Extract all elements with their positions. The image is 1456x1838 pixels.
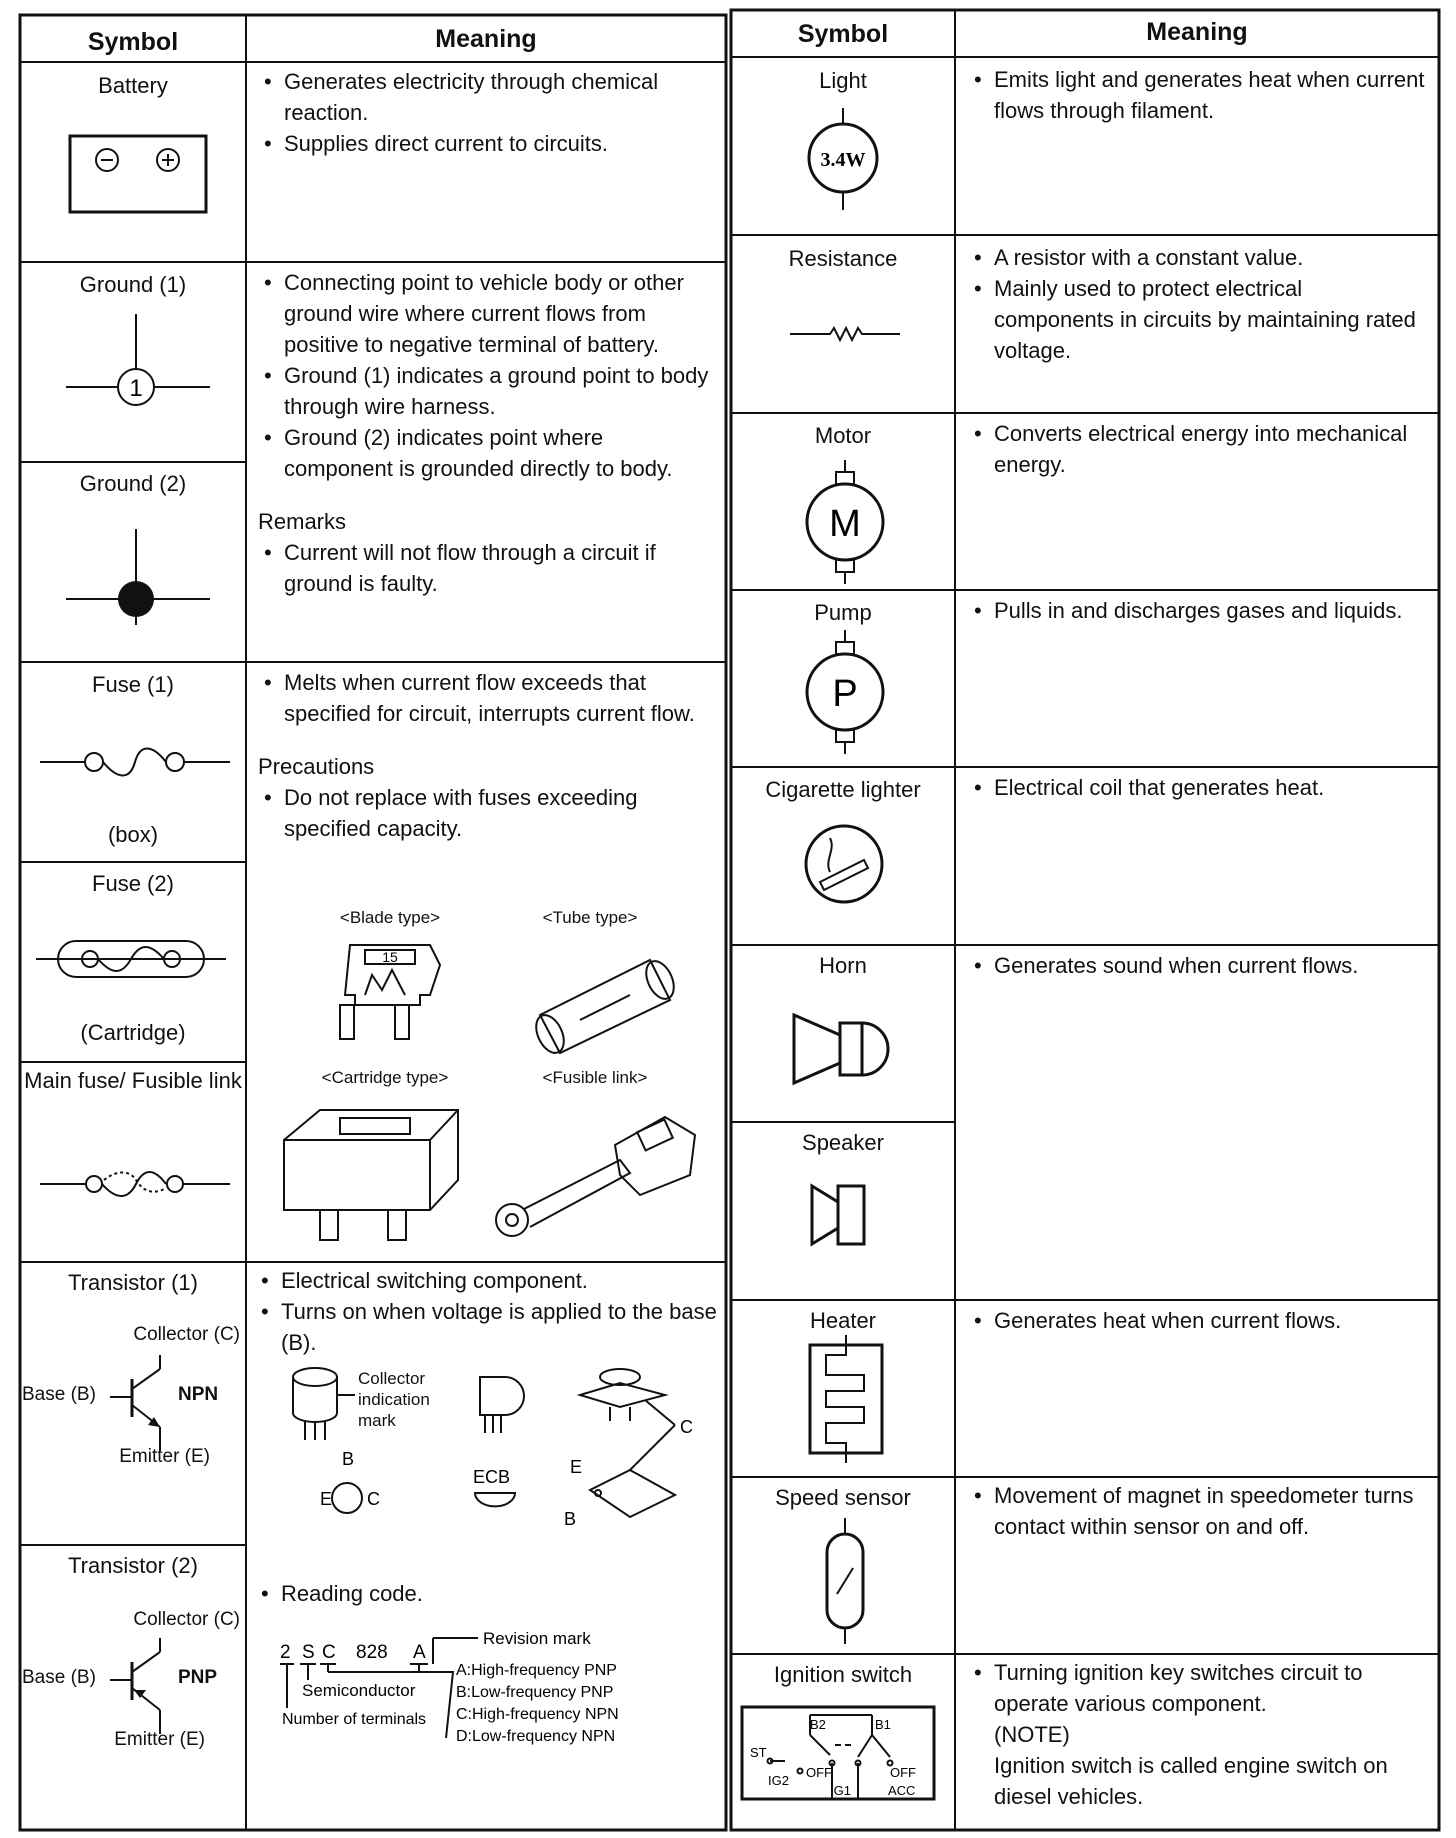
ground-meaning-item: • Ground (1) indicates a ground point to body through wire harness.: [258, 360, 718, 422]
ign-b2: B2: [810, 1717, 826, 1732]
code-part: A: [413, 1642, 426, 1663]
fuse-meaning: [258, 667, 718, 844]
ignition-note-title: (NOTE): [994, 1722, 1070, 1747]
ignition-note-text: Ignition switch is called engine switch on diesel vehicles.: [994, 1753, 1388, 1809]
resistance-meaning-item: • Mainly used to protect electrical components in circuits by maintaining rated voltage.: [968, 273, 1428, 366]
pinout-ecb-label: ECB: [473, 1467, 511, 1487]
transistor2-emitter: Emitter (E): [114, 1729, 205, 1750]
transistor1-type: NPN: [178, 1384, 219, 1405]
code-part: S: [302, 1642, 315, 1663]
fusible-link-icon: [40, 1160, 230, 1210]
transistor-meaning: [255, 1265, 720, 1358]
ign-off1: OFF: [806, 1765, 832, 1780]
cartridge-type-label: <Cartridge type>: [321, 1068, 449, 1087]
reading-code-bullet: • Reading code.: [255, 1578, 720, 1609]
fuse-meaning-item: • Melts when current flow exceeds that specified for circuit, interrupts current flow.: [258, 667, 718, 729]
speed-sensor-icon: [815, 1518, 875, 1648]
heater-meaning-item: • Generates heat when current flows.: [968, 1305, 1428, 1336]
ground2-icon: [60, 525, 220, 655]
ground-remarks-item: • Current will not flow through a circuit if ground is faulty.: [258, 537, 718, 599]
ground-meaning-item: • Connecting point to vehicle body or other ground wire where current flows from positive to negative terminal of battery.: [258, 267, 718, 360]
fusible-link-illustration: [490, 1105, 700, 1245]
revision-mark-label: Revision mark: [483, 1629, 591, 1648]
blade-fuse-illustration: [320, 935, 470, 1055]
blade-fuse-rating: 15: [382, 949, 398, 965]
transistor-meaning-item: • Electrical switching component.: [255, 1265, 720, 1296]
code-type-d: D:Low-frequency NPN: [456, 1728, 616, 1745]
tube-type-label: <Tube type>: [542, 908, 638, 927]
speaker-icon: [808, 1180, 888, 1250]
code-type-a: A:High-frequency PNP: [456, 1662, 617, 1679]
transistor1-label: Transistor (1): [68, 1270, 198, 1295]
pnp-transistor-icon: [110, 1638, 180, 1738]
pinout-c-label: C: [367, 1489, 380, 1509]
fuse1-icon: [40, 740, 230, 790]
ign-ig1: IG1: [830, 1783, 851, 1798]
battery-meaning-item: • Generates electricity through chemical reaction.: [258, 66, 718, 128]
header-symbol-left: Symbol: [87, 28, 179, 56]
header-meaning-right: Meaning: [1146, 18, 1248, 46]
pump-letter: P: [832, 673, 858, 715]
header-meaning-left: Meaning: [435, 25, 537, 53]
code-part: 2: [280, 1642, 291, 1663]
light-bulb-icon: [803, 108, 883, 218]
horn-icon: [790, 1005, 900, 1095]
code-type-b: B:Low-frequency PNP: [456, 1684, 614, 1701]
resistance-meaning: [968, 242, 1428, 366]
transistor-meaning-item: • Turns on when voltage is applied to the base (B).: [255, 1296, 720, 1358]
fuse-precautions-item: • Do not replace with fuses exceeding specified capacity.: [258, 782, 718, 844]
ground2-label: Ground (2): [79, 471, 187, 496]
battery-icon: [60, 128, 220, 228]
reading-code: [255, 1578, 720, 1609]
transistor-packages-illustration: [280, 1365, 700, 1525]
ignition-switch-icon: [740, 1705, 940, 1805]
speaker-label: Speaker: [802, 1130, 884, 1155]
ignition-switch-meaning-item: • Turning ignition key switches circuit to operate various component.: [968, 1657, 1428, 1719]
pump-meaning-item: • Pulls in and discharges gases and liquids.: [968, 595, 1428, 626]
to3-c-label: C: [680, 1417, 693, 1437]
to3-b-label: B: [564, 1509, 577, 1525]
battery-meaning: [258, 66, 718, 159]
pump-label: Pump: [814, 600, 872, 625]
mainfuse-label: Main fuse/ Fusible link: [24, 1068, 242, 1093]
fuse2-icon: [36, 935, 226, 985]
ign-acc: ACC: [888, 1783, 916, 1798]
light-meaning: [968, 64, 1428, 126]
npn-transistor-icon: [110, 1355, 180, 1455]
pump-icon: [800, 630, 890, 755]
resistance-meaning-item: • A resistor with a constant value.: [968, 242, 1428, 273]
transistor1-emitter: Emitter (E): [119, 1446, 210, 1467]
ground-meaning: [258, 267, 718, 599]
ign-off2: OFF: [890, 1765, 916, 1780]
light-rating: 3.4W: [820, 149, 866, 171]
heater-icon: [800, 1335, 890, 1465]
ground1-number: 1: [129, 375, 143, 402]
ignition-switch-meaning: [968, 1657, 1428, 1812]
horn-label: Horn: [819, 953, 867, 978]
cigarette-lighter-icon: [800, 820, 890, 910]
code-part: C: [322, 1642, 336, 1663]
ignition-switch-label: Ignition switch: [773, 1662, 913, 1687]
semiconductor-label: Semiconductor: [302, 1681, 416, 1700]
ground1-icon: [60, 310, 220, 440]
battery-meaning-item: • Supplies direct current to circuits.: [258, 128, 718, 159]
ign-b1: B1: [875, 1717, 891, 1732]
speed-sensor-meaning: [968, 1480, 1428, 1542]
motor-icon: [800, 460, 890, 585]
horn-meaning-item: • Generates sound when current flows.: [968, 950, 1428, 981]
resistance-label: Resistance: [788, 246, 898, 271]
heater-label: Heater: [809, 1308, 877, 1333]
ign-st: ST: [750, 1745, 767, 1760]
cigarette-lighter-meaning-item: • Electrical coil that generates heat.: [968, 772, 1428, 803]
transistor1-base: Base (B): [22, 1384, 96, 1405]
resistor-icon: [790, 322, 900, 346]
cigarette-lighter-meaning: [968, 772, 1428, 803]
reading-code-diagram: [278, 1628, 718, 1758]
ign-ig2: IG2: [768, 1773, 789, 1788]
horn-meaning: [968, 950, 1428, 981]
fuse2-sublabel: (Cartridge): [80, 1020, 186, 1045]
pinout-e-label: E: [320, 1489, 333, 1509]
pinout-b-label: B: [342, 1449, 355, 1469]
transistor2-type: PNP: [178, 1667, 218, 1688]
fusible-link-type-label: <Fusible link>: [542, 1068, 648, 1087]
ground-remarks-title: Remarks: [258, 509, 347, 534]
fuse2-label: Fuse (2): [92, 871, 174, 896]
code-part: 828: [356, 1642, 388, 1663]
heater-meaning: [968, 1305, 1428, 1336]
light-label: Light: [819, 68, 867, 93]
speed-sensor-meaning-item: • Movement of magnet in speedometer turns contact within sensor on and off.: [968, 1480, 1428, 1542]
number-of-terminals-label: Number of terminals: [282, 1711, 427, 1728]
collector-indication-mark: Collector indication mark: [358, 1369, 430, 1430]
ground-meaning-item: • Ground (2) indicates point where component is grounded directly to body.: [258, 422, 718, 484]
transistor1-collector: Collector (C): [133, 1324, 240, 1345]
light-meaning-item: • Emits light and generates heat when current flows through filament.: [968, 64, 1428, 126]
motor-meaning: [968, 418, 1428, 480]
code-type-c: C:High-frequency NPN: [456, 1706, 619, 1723]
header-symbol-right: Symbol: [797, 20, 889, 48]
battery-label: Battery: [98, 73, 168, 98]
motor-meaning-item: • Converts electrical energy into mechanical energy.: [968, 418, 1428, 480]
motor-letter: M: [829, 503, 861, 545]
transistor2-label: Transistor (2): [68, 1553, 198, 1578]
fuse1-label: Fuse (1): [92, 672, 174, 697]
pump-meaning: [968, 595, 1428, 626]
transistor2-collector: Collector (C): [133, 1609, 240, 1630]
blade-type-label: <Blade type>: [339, 908, 441, 927]
ground1-label: Ground (1): [79, 272, 187, 297]
to3-e-label: E: [570, 1457, 583, 1477]
cartridge-fuse-illustration: [280, 1100, 470, 1250]
speed-sensor-label: Speed sensor: [775, 1485, 911, 1510]
fuse-precautions-title: Precautions: [258, 754, 375, 779]
fuse1-sublabel: (box): [107, 822, 159, 847]
tube-fuse-illustration: [520, 945, 690, 1055]
motor-label: Motor: [814, 423, 872, 448]
transistor2-base: Base (B): [22, 1667, 96, 1688]
cigarette-lighter-label: Cigarette lighter: [765, 777, 921, 802]
